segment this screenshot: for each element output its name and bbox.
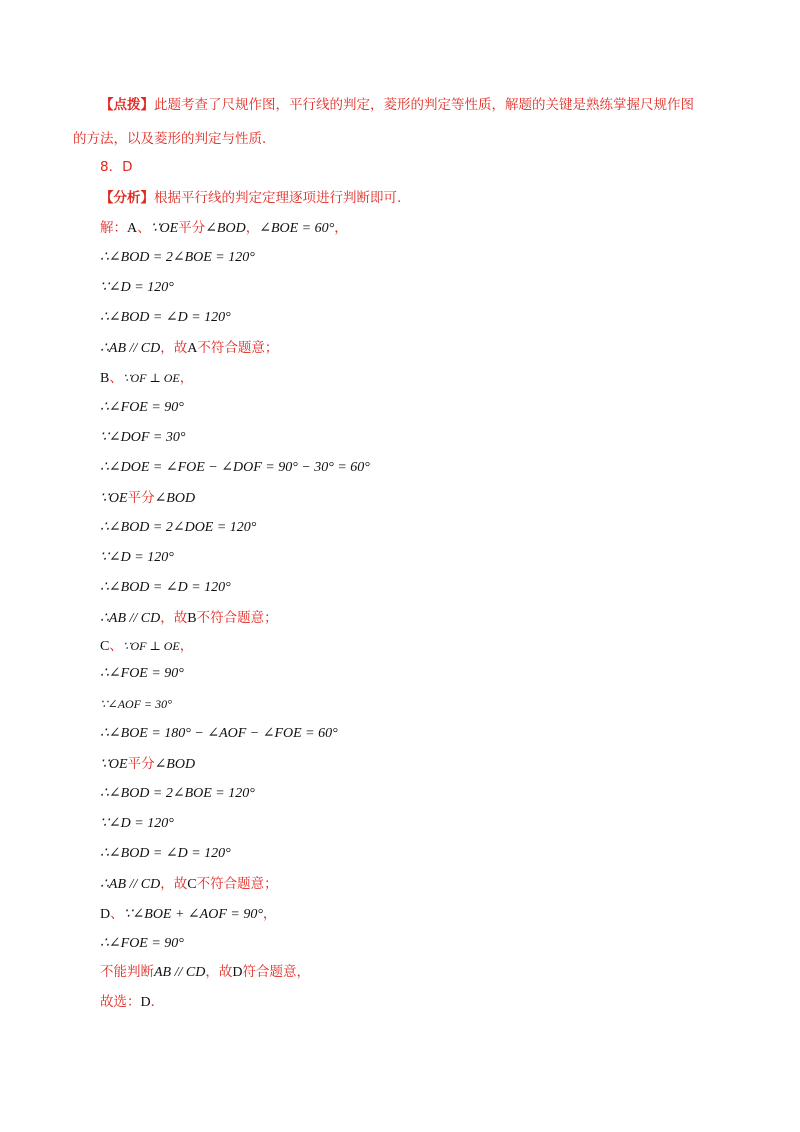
- option-letter: B: [187, 611, 197, 626]
- option-c-label: C: [100, 639, 110, 654]
- option-a-condition: [100, 218, 348, 239]
- step: ∴∠FOE = 90°: [100, 666, 184, 681]
- step: ∵∠AOF = 30°: [100, 697, 172, 711]
- step: ∴∠FOE = 90°: [100, 936, 184, 951]
- math-expr: ∵OE: [150, 221, 179, 236]
- text: 不能判断: [100, 964, 154, 980]
- text: 故选：: [100, 994, 141, 1010]
- text: 不符合题意；: [196, 876, 278, 892]
- text: ．: [150, 994, 165, 1010]
- step: ∵∠D = 120°: [100, 550, 174, 565]
- math-expr: AB // CD: [154, 965, 206, 980]
- comma: ，: [245, 220, 260, 236]
- step: ∴∠BOD = 2∠BOE = 120°: [100, 250, 255, 265]
- math-expr: ∵∠BOE + ∠AOF = 90°: [123, 907, 263, 922]
- bisect-word: 平分: [127, 490, 155, 506]
- text: ，故: [160, 876, 188, 892]
- step: ∴∠BOD = ∠D = 120°: [100, 846, 231, 861]
- math-expr: ∠BOD: [154, 757, 196, 772]
- text: ，故: [205, 964, 233, 980]
- final-answer: [100, 992, 164, 1013]
- step: ∴∠BOD = 2∠DOE = 120°: [100, 520, 257, 535]
- answer-letter: D: [140, 995, 151, 1010]
- step: ∴∠BOD = ∠D = 120°: [100, 580, 231, 595]
- step: [100, 488, 195, 509]
- comma: ，: [262, 906, 277, 922]
- text: 符合题意，: [242, 964, 310, 980]
- math-expr: ∠BOD: [205, 221, 246, 236]
- solution-intro: 解：: [100, 220, 127, 236]
- note-text-1: 此题考查了尺规作图，平行线的判定，菱形的判定等性质，解题的关键是熟练掌握尺规作图: [154, 97, 694, 113]
- text: 不符合题意；: [197, 340, 279, 356]
- step: [100, 754, 195, 775]
- step: ∴∠FOE = 90°: [100, 400, 184, 415]
- separator: 、: [137, 220, 151, 236]
- option-letter: D: [232, 965, 243, 980]
- math-expr: ∴AB // CD: [100, 341, 161, 356]
- option-d-conclusion: [100, 962, 310, 983]
- comma: ，: [334, 220, 348, 236]
- option-letter: C: [187, 877, 197, 892]
- text: ，故: [160, 340, 188, 356]
- step: ∴∠BOE = 180° − ∠AOF − ∠FOE = 60°: [100, 726, 338, 741]
- math-expr: ∵OF ⊥ OE: [122, 371, 180, 385]
- analysis-tag: 【分析】: [100, 190, 154, 206]
- math-expr: ∵OE: [100, 757, 128, 772]
- option-b-condition: [100, 368, 193, 389]
- step: ∴∠BOD = 2∠BOE = 120°: [100, 786, 255, 801]
- bisect-word: 平分: [127, 756, 155, 772]
- separator: 、: [110, 906, 124, 922]
- comma: ，: [179, 638, 194, 654]
- step: ∴∠DOE = ∠FOE − ∠DOF = 90° − 30° = 60°: [100, 460, 370, 475]
- step: ∴∠BOD = ∠D = 120°: [100, 310, 231, 325]
- option-d-label: D: [100, 907, 111, 922]
- separator: 、: [109, 370, 123, 386]
- text: 不符合题意；: [196, 610, 278, 626]
- option-b-label: B: [100, 371, 110, 386]
- math-expr: ∵OE: [100, 491, 128, 506]
- note-tag: 【点拨】: [100, 97, 154, 113]
- math-expr: ∴AB // CD: [100, 877, 161, 892]
- comma: ，: [179, 370, 194, 386]
- step: ∵∠D = 120°: [100, 280, 174, 295]
- analysis-text: 根据平行线的判定定理逐项进行判断即可.: [154, 190, 402, 206]
- option-a-conclusion: [100, 338, 278, 359]
- option-c-conclusion: [100, 874, 278, 895]
- option-a-label: A: [127, 221, 138, 236]
- option-d-condition: [100, 904, 276, 925]
- separator: 、: [109, 638, 123, 654]
- step: ∵∠D = 120°: [100, 816, 174, 831]
- math-expr: ∵OF ⊥ OE: [122, 639, 180, 653]
- step: ∵∠DOF = 30°: [100, 430, 186, 445]
- analysis-line: [100, 188, 401, 208]
- note-line-2: 的方法，以及菱形的判定与性质．: [73, 131, 276, 147]
- math-expr: ∴AB // CD: [100, 611, 161, 626]
- option-b-conclusion: [100, 608, 278, 629]
- option-c-condition: [100, 636, 193, 657]
- math-expr: ∠BOD: [154, 491, 196, 506]
- bisect-word: 平分: [178, 220, 206, 236]
- text: ，故: [160, 610, 188, 626]
- question-number: 8．D: [100, 159, 133, 175]
- math-expr: ∠BOE = 60°: [259, 221, 335, 236]
- option-letter: A: [187, 341, 198, 356]
- note-line-1: [100, 95, 694, 115]
